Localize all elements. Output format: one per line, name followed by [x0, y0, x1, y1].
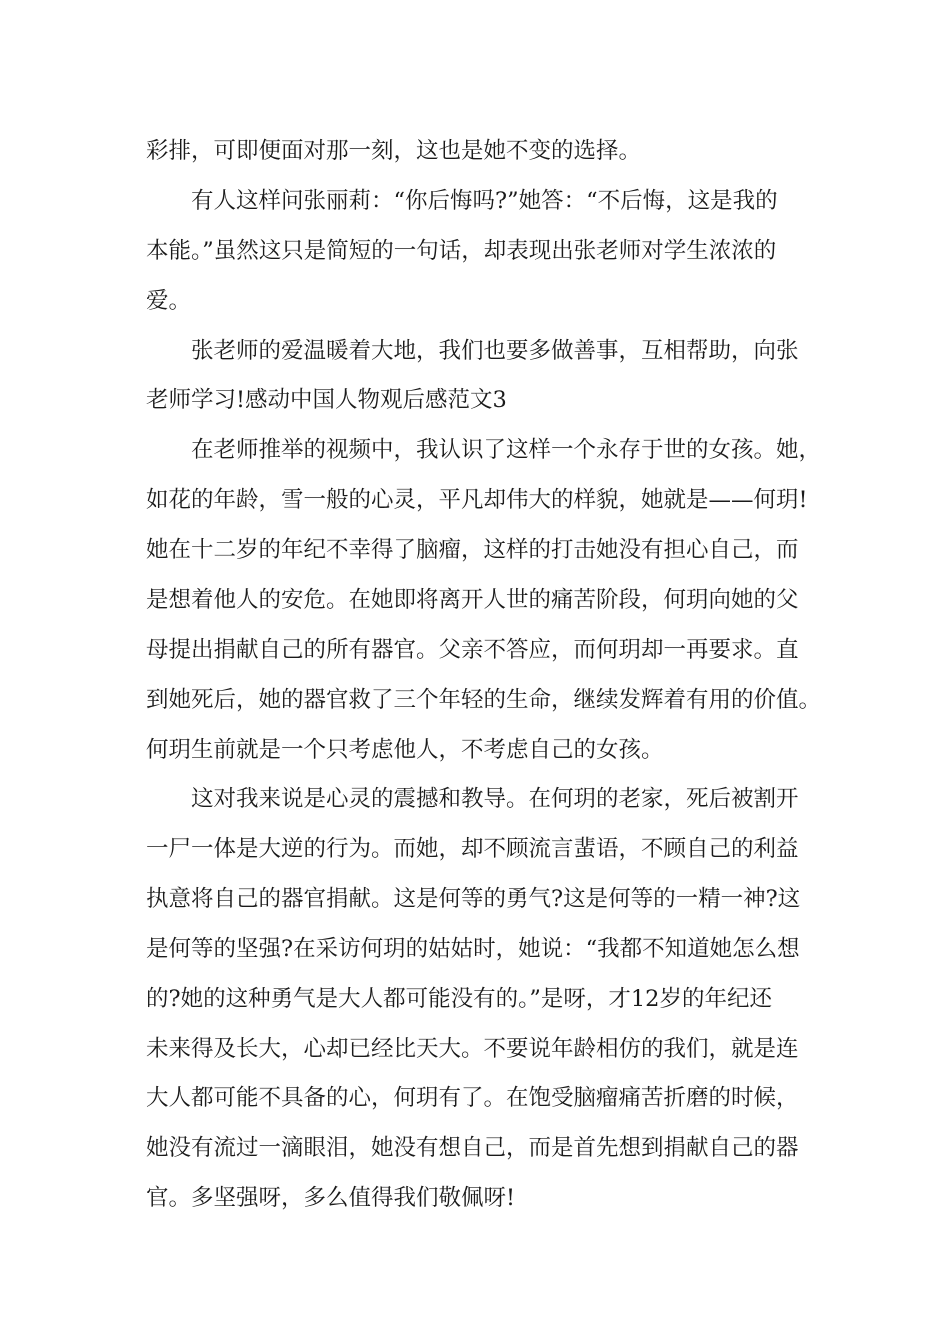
- text-line: 张老师的爱温暖着大地，我们也要多做善事，互相帮助，向张: [191, 338, 799, 364]
- text-line: 老师学习!感动中国人物观后感范文3: [146, 387, 507, 413]
- text-line: 是何等的坚强?在采访何玥的姑姑时，她说：“我都不知道她怎么想: [146, 936, 800, 962]
- text-line: 何玥生前就是一个只考虑他人，不考虑自己的女孩。: [146, 737, 664, 763]
- text-line: 彩排，可即便面对那一刻，这也是她不变的选择。: [146, 138, 642, 164]
- text-line: 到她死后，她的器官救了三个年轻的生命，继续发辉着有用的价值。: [146, 687, 822, 713]
- text-line: 一尸一体是大逆的行为。而她，却不顾流言蜚语，不顾自己的利益: [146, 836, 799, 862]
- text-line: 本能。”虽然这只是简短的一句话，却表现出张老师对学生浓浓的: [146, 238, 777, 264]
- text-line: 官。多坚强呀，多么值得我们敬佩呀!: [146, 1185, 516, 1211]
- text-line: 她在十二岁的年纪不幸得了脑瘤，这样的打击她没有担心自己，而: [146, 537, 799, 563]
- text-line: 有人这样问张丽莉：“你后悔吗?”她答：“不后悔，这是我的: [191, 188, 778, 214]
- text-line: 执意将自己的器官捐献。这是何等的勇气?这是何等的一精一神?这: [146, 886, 801, 912]
- text-line: 她没有流过一滴眼泪，她没有想自己，而是首先想到捐献自己的器: [146, 1135, 799, 1161]
- text-line: 爱。: [146, 288, 192, 314]
- text-line: 未来得及长大，心却已经比天大。不要说年龄相仿的我们，就是连: [146, 1036, 799, 1062]
- text-line: 是想着他人的安危。在她即将离开人世的痛苦阶段，何玥向她的父: [146, 587, 799, 613]
- text-line: 如花的年龄，雪一般的心灵，平凡却伟大的样貌，她就是——何玥!: [146, 487, 808, 513]
- text-line: 的?她的这种勇气是大人都可能没有的。”是呀，才12岁的年纪还: [146, 986, 772, 1012]
- text-line: 大人都可能不具备的心，何玥有了。在饱受脑瘤痛苦折磨的时候，: [146, 1085, 799, 1111]
- text-line: 这对我来说是心灵的震撼和教导。在何玥的老家，死后被割开: [191, 786, 799, 812]
- text-line: 母提出捐献自己的所有器官。父亲不答应，而何玥却一再要求。直: [146, 637, 799, 663]
- text-line: 在老师推举的视频中，我认识了这样一个永存于世的女孩。她，: [191, 437, 822, 463]
